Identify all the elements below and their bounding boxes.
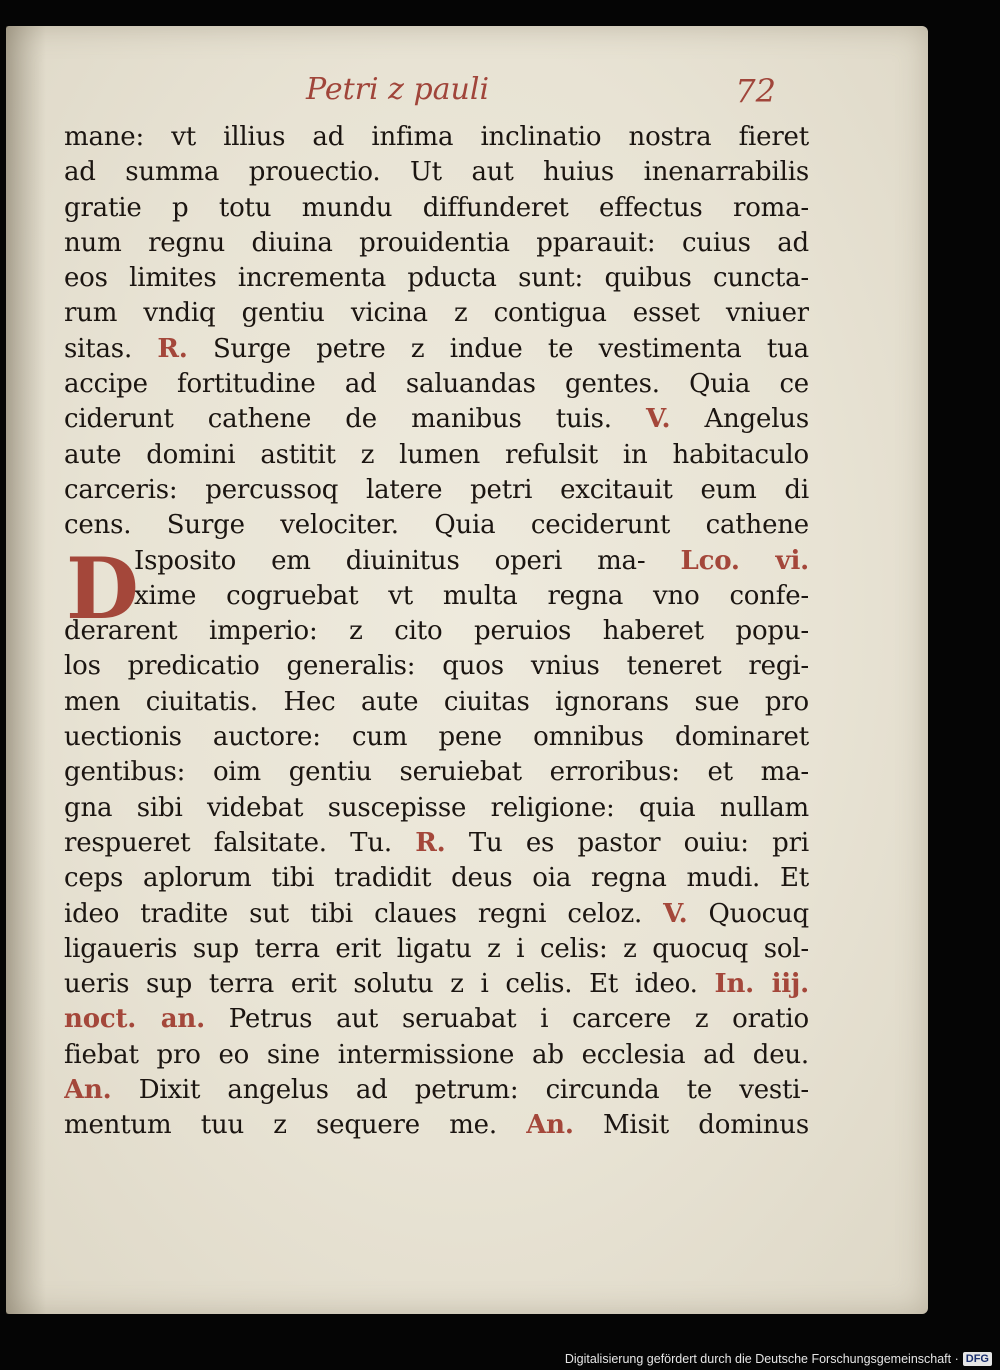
text-line: gentibus: oim gentiu seruiebat erroribus: et ma- xyxy=(64,757,809,788)
text-span: Quocuq xyxy=(708,898,809,929)
text-line xyxy=(64,897,809,932)
rubric-nocturn-antiphon: noct. an. xyxy=(64,1004,205,1035)
text-span: Petrus aut seruabat i carcere z oratio xyxy=(228,1004,809,1035)
text-span: Misit dominus xyxy=(603,1110,809,1141)
text-line xyxy=(64,402,809,437)
text-span: mentum tuu z sequere me. xyxy=(64,1110,497,1141)
rubric-nocturn: In. iij. xyxy=(714,969,809,1000)
text-line xyxy=(64,967,809,1002)
text-line xyxy=(64,826,809,861)
text-line: gratie p totu mundu diffunderet effectus roma- xyxy=(64,192,809,223)
text-line: ceps aplorum tibi tradidit deus oia regna mudi. Et xyxy=(64,863,809,894)
text-line: xime cogruebat vt multa regna vno confe- xyxy=(134,580,809,611)
rubric-versicle: V. xyxy=(646,404,671,435)
text-span: respueret falsitate. Tu. xyxy=(64,827,392,858)
text-line xyxy=(64,544,809,579)
text-line: gna sibi videbat suscepisse religione: quia nullam xyxy=(64,792,809,823)
rubric-antiphon: An. xyxy=(526,1110,574,1141)
text-span: ueris sup terra erit solutu z i celis. Et ideo. xyxy=(64,969,698,1000)
text-line xyxy=(64,1108,809,1143)
funding-footer xyxy=(565,1352,992,1366)
text-line: men ciuitatis. Hec aute ciuitas ignorans sue pro xyxy=(64,686,809,717)
running-head-title: Petri z pauli xyxy=(306,72,490,107)
funding-text: Digitalisierung gefördert durch die Deutsche Forschungsgemeinschaft · xyxy=(564,1352,959,1366)
text-line: los predicatio generalis: quos vnius teneret regi- xyxy=(64,651,809,682)
text-line: ad summa prouectio. Ut aut huius inenarrabilis xyxy=(64,157,809,188)
text-line xyxy=(64,332,809,367)
text-line: derarent imperio: z cito peruios haberet popu- xyxy=(64,616,809,647)
text-line: eos limites incrementa pducta sunt: quibus cuncta- xyxy=(64,263,809,294)
text-line: aute domini astitit z lumen refulsit in habitaculo xyxy=(64,439,809,470)
text-line: rum vndiq gentiu vicina z contigua esset vniuer xyxy=(64,298,809,329)
text-line: ligaueris sup terra erit ligatu z i celis: z quocuq sol- xyxy=(64,933,809,964)
text-line: mane: vt illius ad infima inclinatio nostra fieret xyxy=(64,122,809,152)
text-span: Isposito em diuinitus operi ma- xyxy=(134,545,646,576)
rubric-versicle: V. xyxy=(663,898,688,929)
rubric-responsory: R. xyxy=(157,333,188,364)
text-line: carceris: percussoq latere petri excitauit eum di xyxy=(64,474,809,505)
dfg-logo: DFG xyxy=(963,1352,992,1366)
text-span: ciderunt cathene de manibus tuis. xyxy=(64,404,612,435)
rubric-lectio: Lco. vi. xyxy=(680,545,809,576)
text-line: cens. Surge velociter. Quia ceciderunt cathene xyxy=(64,510,809,541)
text-line: accipe fortitudine ad saluandas gentes. Quia ce xyxy=(64,369,809,400)
text-line: fiebat pro eo sine intermissione ab ecclesia ad deu. xyxy=(64,1039,809,1070)
rubric-responsory: R. xyxy=(415,827,446,858)
book-page xyxy=(6,26,928,1314)
text-span: Angelus xyxy=(704,404,809,435)
rubric-antiphon: An. xyxy=(64,1075,112,1106)
text-line xyxy=(64,1002,809,1037)
text-block xyxy=(64,120,809,1144)
text-span: Surge petre z indue te vestimenta tua xyxy=(212,333,809,364)
text-line: uectionis auctore: cum pene omnibus dominaret xyxy=(64,722,809,753)
text-span: Dixit angelus ad petrum: circunda te vesti- xyxy=(138,1075,809,1106)
decorated-initial: D xyxy=(66,538,139,638)
text-line: num regnu diuina prouidentia pparauit: cuius ad xyxy=(64,227,809,258)
text-line xyxy=(64,1073,809,1108)
folio-number: 72 xyxy=(735,72,776,110)
text-span: ideo tradite sut tibi claues regni celoz. xyxy=(64,898,643,929)
text-span: Tu es pastor ouiu: pri xyxy=(468,827,809,858)
running-head xyxy=(306,66,786,110)
text-span: sitas. xyxy=(64,333,133,364)
